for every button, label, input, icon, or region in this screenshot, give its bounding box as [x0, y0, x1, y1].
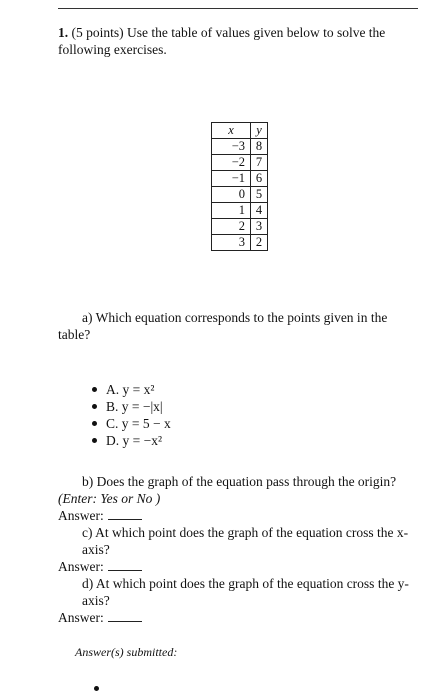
part-d-question: d) At which point does the graph of the equation cross the y-axis?	[82, 576, 409, 608]
table-cell-x: −3	[212, 139, 251, 155]
table-header-x: x	[212, 123, 251, 139]
table-cell-x: 0	[212, 187, 251, 203]
part-c-answer-input[interactable]	[108, 560, 142, 571]
choice-c: C. y = 5 − x	[90, 415, 171, 432]
table-cell-y: 6	[251, 171, 268, 187]
part-d-answer-label: Answer:	[58, 610, 104, 625]
choice-d: D. y = −x²	[90, 432, 171, 449]
table-cell-y: 7	[251, 155, 268, 171]
part-c-question: c) At which point does the graph of the equation cross the x-axis?	[82, 525, 409, 557]
table-cell-x: 1	[212, 203, 251, 219]
part-b-hint: (Enter: Yes or No )	[58, 491, 161, 506]
values-table	[211, 122, 268, 251]
part-a-choices	[90, 381, 171, 449]
part-b-answer-label: Answer:	[58, 508, 104, 523]
table-cell-x: 3	[212, 235, 251, 251]
table-row	[212, 171, 268, 187]
part-b-answer-input[interactable]	[108, 509, 142, 520]
table-cell-x: 2	[212, 219, 251, 235]
table-cell-y: 4	[251, 203, 268, 219]
table-cell-y: 5	[251, 187, 268, 203]
part-c-answer-row	[58, 558, 420, 575]
problem-statement	[58, 24, 420, 58]
top-rule	[58, 8, 418, 9]
table-row	[212, 203, 268, 219]
table-cell-y: 3	[251, 219, 268, 235]
part-d-answer-input[interactable]	[108, 611, 142, 622]
choice-b: B. y = −|x|	[90, 398, 171, 415]
part-b	[58, 473, 420, 524]
part-b-question: b) Does the graph of the equation pass through the origin?	[82, 474, 397, 489]
part-a-question	[58, 309, 420, 343]
table-row	[212, 155, 268, 171]
choice-a: A. y = x²	[90, 381, 171, 398]
bullet-dot	[94, 686, 99, 691]
table-row	[212, 235, 268, 251]
table-row	[212, 219, 268, 235]
answers-submitted-label: Answer(s) submitted:	[75, 645, 178, 659]
table-row	[212, 187, 268, 203]
table-cell-x: −1	[212, 171, 251, 187]
part-b-answer-row	[58, 507, 420, 524]
part-a-text: a) Which equation corresponds to the points given in the table?	[58, 310, 388, 342]
part-d	[58, 575, 420, 626]
table-header-row	[212, 123, 268, 139]
part-c-answer-label: Answer:	[58, 559, 104, 574]
problem-text: (5 points) Use the table of values given below to solve the following exercises.	[58, 25, 386, 57]
problem-number: 1.	[58, 25, 69, 40]
table-cell-y: 2	[251, 235, 268, 251]
part-d-answer-row	[58, 609, 420, 626]
table-cell-y: 8	[251, 139, 268, 155]
table-header-y: y	[251, 123, 268, 139]
table-row	[212, 139, 268, 155]
table-cell-x: −2	[212, 155, 251, 171]
part-c	[58, 524, 420, 575]
